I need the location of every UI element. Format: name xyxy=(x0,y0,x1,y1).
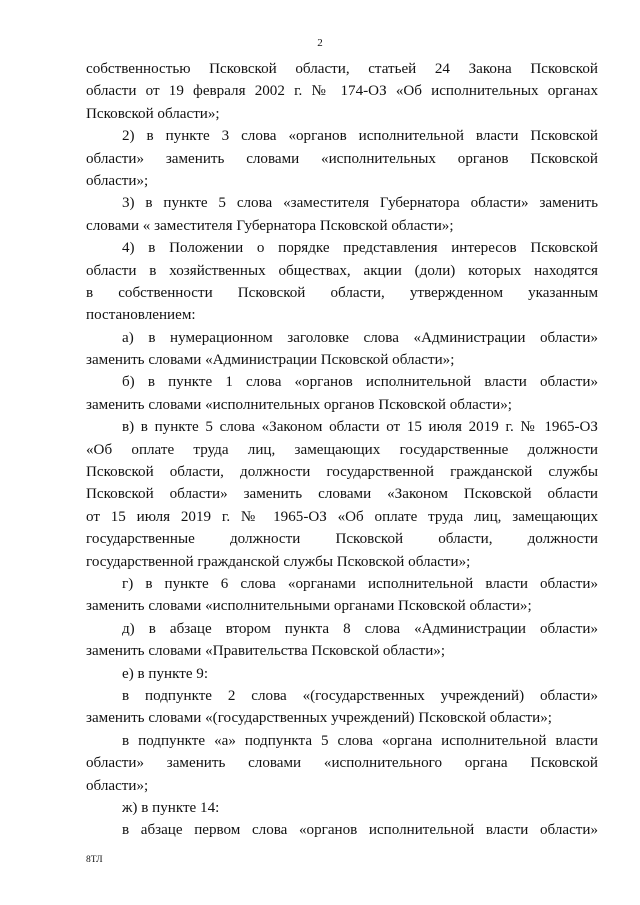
body-line: Псковской области, должности государственной гражданской службы xyxy=(86,464,598,481)
body-line: области от 19 февраля 2002 г. № 174-ОЗ «Об исполнительных органах xyxy=(86,83,598,100)
body-line: заменить словами «Правительства Псковской области»; xyxy=(86,643,446,660)
body-line: государственные должности Псковской области, должности xyxy=(86,531,598,548)
body-line: ж) в пункте 14: xyxy=(122,799,220,816)
body-line: словами « заместителя Губернатора Псковской области»; xyxy=(86,217,454,234)
body-line: заменить словами «(государственных учреждений) Псковской области»; xyxy=(86,710,552,727)
body-line: б) в пункте 1 слова «органов исполнительной власти области» xyxy=(122,374,598,391)
body-line: области»; xyxy=(86,777,149,794)
body-line: области» заменить словами «исполнительных органов Псковской xyxy=(86,150,598,167)
body-line: «Об оплате труда лиц, замещающих государственные должности xyxy=(86,441,598,458)
body-line: 2) в пункте 3 слова «органов исполнительной власти Псковской xyxy=(122,128,598,145)
body-line: заменить словами «исполнительными органами Псковской области»; xyxy=(86,598,532,615)
body-line: а) в нумерационном заголовке слова «Администрации области» xyxy=(122,329,598,346)
document-body xyxy=(86,58,598,842)
page-number: 2 xyxy=(317,37,323,49)
body-line: области в хозяйственных обществах, акции (доли) которых находятся xyxy=(86,262,598,279)
body-line: государственной гражданской службы Псковской области»; xyxy=(86,553,471,570)
body-line: от 15 июля 2019 г. № 1965-ОЗ «Об оплате труда лиц, замещающих xyxy=(86,508,598,525)
body-line: е) в пункте 9: xyxy=(122,665,209,682)
footer-code: 8ТЛ xyxy=(86,855,103,865)
body-line: в подпункте 2 слова «(государственных учреждений) области» xyxy=(122,687,598,704)
body-line: области»; xyxy=(86,172,149,189)
body-line: области» заменить словами «исполнительного органа Псковской xyxy=(86,755,598,772)
body-line: д) в абзаце втором пункта 8 слова «Администрации области» xyxy=(122,620,598,637)
body-line: заменить словами «Администрации Псковской области»; xyxy=(86,352,455,369)
body-line: в собственности Псковской области, утвержденном указанным xyxy=(86,284,598,301)
body-line: в) в пункте 5 слова «Законом области от 15 июля 2019 г. № 1965-ОЗ xyxy=(122,419,598,436)
body-line: Псковской области»; xyxy=(86,105,220,122)
body-line: Псковской области» заменить словами «Законом Псковской области xyxy=(86,486,598,503)
body-line: постановлением: xyxy=(86,307,196,324)
body-line: в абзаце первом слова «органов исполнительной власти области» xyxy=(122,822,598,839)
body-line: г) в пункте 6 слова «органами исполнительной власти области» xyxy=(122,575,598,592)
body-line: в подпункте «а» подпункта 5 слова «органа исполнительной власти xyxy=(122,732,598,749)
body-line: заменить словами «исполнительных органов Псковской области»; xyxy=(86,396,512,413)
body-line: 3) в пункте 5 слова «заместителя Губернатора области» заменить xyxy=(122,195,598,212)
body-line: собственностью Псковской области, статьей 24 Закона Псковской xyxy=(86,61,598,77)
body-line: 4) в Положении о порядке представления интересов Псковской xyxy=(122,240,598,257)
